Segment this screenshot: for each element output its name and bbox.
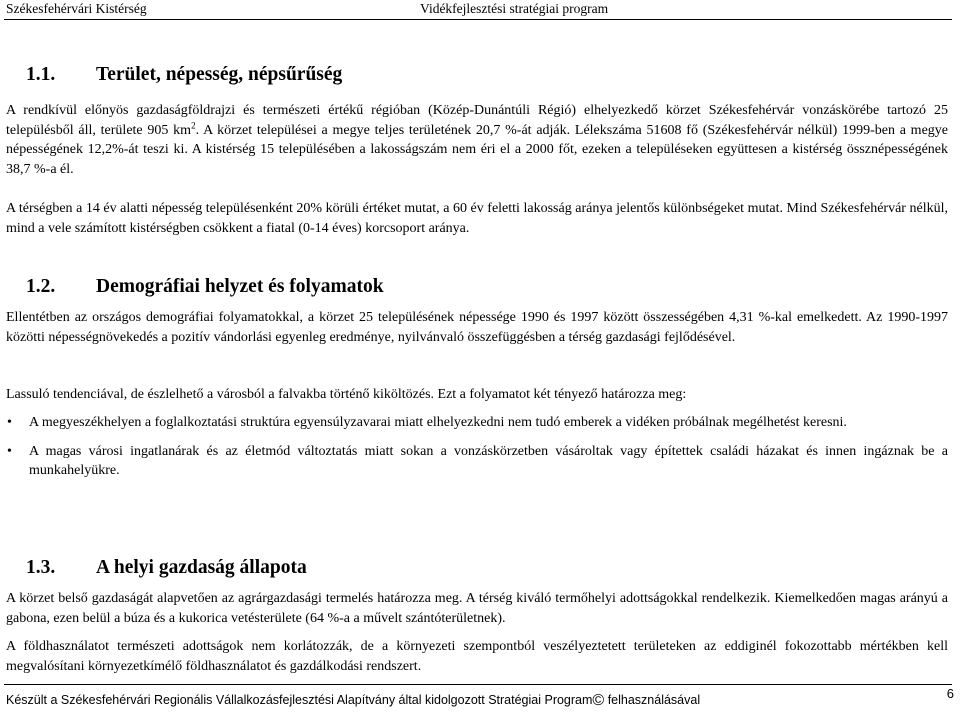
- list-item-text: A magas városi ingatlanárak és az életmód változtatás miatt sokan a vonzáskörzetben vásároltak vagy építettek családi házakat és innen ingáznak be a munkahelyükre.: [29, 443, 948, 478]
- list-item: [6, 442, 948, 481]
- header-right-title: Vidékfejlesztési stratégiai program: [420, 1, 609, 16]
- paragraph-text: Ellentétben az országos demográfiai folyamatokkal, a körzet 25 településének népessége 1990 és 1997 között összességében 4,31 %-kal emelkedett. Az 1990-1997 közötti népességnövekedés a pozitív vándorlási egyenleg eredménye, nyilvánvaló összefüggésben a térség gazdasági fejlődésével.: [6, 310, 948, 345]
- list-item: [6, 413, 948, 433]
- section-heading-1-2: [6, 274, 948, 300]
- section-heading-1-3: [6, 555, 948, 581]
- paragraph-text: A körzet belső gazdaságát alapvetően az agrárgazdasági termelés határozza meg. A térség kiváló termőhelyi adottságokkal rendelkezik. Kiemelkedően magas arányú a gabona, ezen belül a búza és a kukorica vetésterülete (64 %-a a művelt szántóterületnek).: [6, 591, 948, 626]
- section-title: Demográfiai helyzet és folyamatok: [96, 276, 384, 297]
- section-1-3: [6, 555, 948, 581]
- section-heading-1-1: [6, 62, 948, 88]
- header-divider: [4, 19, 952, 20]
- section-1-3-paragraph-2: [6, 637, 948, 676]
- list-item-text: A megyeszékhelyen a foglalkoztatási struktúra egyensúlyzavarai miatt elhelyezkedni nem tudó emberek a vidéken próbálnak megélhetést keresni.: [29, 415, 847, 430]
- section-title: Terület, népesség, népsűrűség: [96, 64, 343, 85]
- section-1-2-paragraph-1: [6, 308, 948, 347]
- bullet-icon: •: [7, 443, 12, 459]
- copyright-icon: ©: [592, 692, 605, 709]
- section-number: 1.3.: [26, 557, 56, 578]
- section-1-1-paragraph-1: [6, 101, 948, 179]
- section-1-2-bullets: [6, 413, 948, 481]
- section-title: A helyi gazdaság állapota: [96, 557, 307, 578]
- paragraph-text: . A körzet települései a megye teljes területének 20,7 %-át adják. Lélekszáma 51608 fő (Székesfehérvár nélkül) 1999-ben a megye népességének 12,2%-át teszi ki. A kistérség 15 településében a lakosságszám nem éri el a 2000 főt, ezeken a településeken együttesen a kistérség össznépességének 38,7 %-a él.: [6, 122, 949, 177]
- section-1-3-paragraph-1: [6, 589, 948, 628]
- bullet-list: [6, 413, 948, 481]
- page-footer: [6, 692, 700, 710]
- section-number: 1.2.: [26, 276, 56, 297]
- section-1-2-paragraph-2: [6, 385, 948, 405]
- bullet-icon: •: [7, 415, 12, 430]
- paragraph-text: Lassuló tendenciával, de észlelhető a városból a falvakba történő kiköltözés. Ezt a folyamatot két tényező határozza meg:: [6, 387, 687, 402]
- section-number: 1.1.: [26, 64, 56, 85]
- header-left-title: Székesfehérvári Kistérség: [6, 1, 147, 16]
- section-1-2: [6, 274, 948, 300]
- section-1-1: [6, 62, 948, 88]
- footer-divider: [4, 684, 952, 685]
- section-1-1-paragraph-2: [6, 199, 948, 238]
- page-header: [6, 0, 950, 20]
- paragraph-text: A térségben a 14 év alatti népesség településenként 20% körüli értéket mutat, a 60 év feletti lakosság aránya jelentős különbségeket mutat. Mind Székesfehérvár nélkül, mind a vele számított kistérségben csökkent a fiatal (0-14 éves) korcsoport aránya.: [6, 201, 948, 236]
- superscript: 2: [191, 119, 196, 130]
- footer-text: Készült a Székesfehérvári Regionális Vállalkozásfejlesztési Alapítvány által kidolgozott Stratégiai Program: [6, 693, 593, 707]
- page-number: 6: [946, 686, 954, 701]
- footer-text-end: felhasználásával: [604, 693, 701, 707]
- paragraph-text: A rendkívül előnyös gazdaságföldrajzi és természeti értékű régióban (Közép-Dunántúli Régió) elhelyezkedő körzet Székesfehérvár vonzáskörébe tartozó 25 településből áll, területe 905 km: [6, 103, 948, 138]
- paragraph-text: A földhasználatot természeti adottságok nem korlátozzák, de a környezeti szempontból veszélyeztetett területeken az eddiginél fokozottabb mértékben kell megvalósítani környezetkímélő földhasználatot és gazdálkodási rendszert.: [6, 639, 948, 674]
